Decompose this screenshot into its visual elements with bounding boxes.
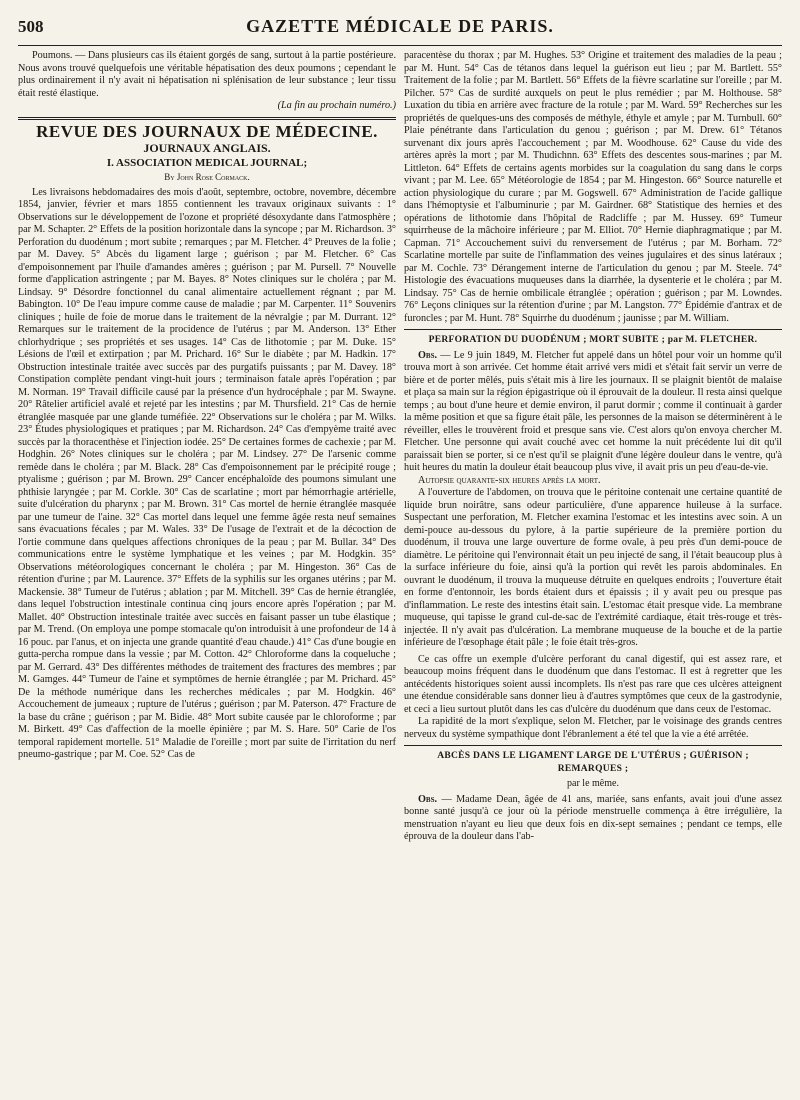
intro-paragraph: Poumons. — Dans plusieurs cas ils étaient gorgés de sang, surtout à la partie postérieure. Nous avons trouvé quelquefois une véritable hépatisation des deux poumons ; cependant le plus ordinairement il n'y avait ni hépatisation ni splénisation de leur substance ; leur tissu était resté élastique.	[18, 50, 396, 99]
subsection-title: JOURNAUX ANGLAIS.	[143, 141, 271, 155]
remarks-paragraph-1: Ce cas offre un exemple d'ulcère perforant du canal digestif, qui est assez rare, et beaucoup moins fréquent dans le duodénum que dans l'estomac. Il est à regretter que les antécédents historiques soient aussi incomplets. Ils n'est pas rare que ces ulcères atteignent une étendue considérable sans donner lieu à d'autres symptômes que ceux de la gastrodynie, et ceci a lieu surtout plutôt dans les cas d'ulcère du duodénum que dans ceux de l'estomac.	[404, 653, 782, 715]
autopsy-text: A l'ouverture de l'abdomen, on trouva que le péritoine contenait une certaine quantité de liquide brun noirâtre, sans odeur particulière, d'une apparence huileuse à la surface. Suspectant une perforation, M. Fletcher examina l'estomac et les intestins avec soin. A un demi-pouce au-dessous du pylore, à la partie supérieure de la première portion du duodénum, il trouva une large ouverture de forme ovale, à peu près d'un demi-pouce de diamètre. Le péritoine qui l'environnait était un peu injecté de sang, il l'était beaucoup plus à la surface inférieure du foie, ainsi qu'à la portion qui revêt les parois abdominales. En ouvrant le duodénum, il trouva la muqueuse détruite en quelques endroits ; l'ouverture était en forme d'entonnoir, les bords étaient durs et épaissis ; il y avait peu ou presque pas d'inflammation. Le reste des intestins était sain. L'estomac était presque vide. La membrane muqueuse, qui tapisse le grand cul-de-sac de l'extrémité cardiaque, était très-rouge et très-injectée. Il n'y avait pas d'ulcération. La membrane muqueuse de la bouche et de la partie inférieure de l'œsophage était pâle ; le foie était très-gros.	[404, 487, 782, 648]
case2-title: ABCÈS DANS LE LIGAMENT LARGE DE L'UTÉRUS ; GUÉRISON ; REMARQUES ;	[437, 751, 749, 774]
section-divider	[18, 117, 396, 120]
page-header	[18, 16, 782, 46]
case1-obs-label: Obs.	[418, 349, 438, 361]
autopsy-title: Autopsie quarante-six heures après la mort.	[418, 474, 601, 486]
case1-title: PERFORATION DU DUODÉNUM ; MORT SUBITE ; par M. FLETCHER.	[428, 335, 758, 345]
case2-observation	[404, 794, 782, 844]
article-title: I. ASSOCIATION MEDICAL JOURNAL;	[106, 156, 308, 169]
case2-obs-text: — Madame Dean, âgée de 41 ans, mariée, sans enfants, avait joui d'une assez bonne santé jusqu'à ce jour où la période menstruelle commença à être irrégulière, la menstruation n'ayant eu lieu que deux fois en dix-sept semaines ; pendant ce temps, elle éprouva de la douleur dans l'ab-	[404, 793, 782, 842]
journal-title: GAZETTE MÉDICALE DE PARIS.	[246, 16, 554, 36]
columns	[18, 50, 782, 844]
works-list-continued: paracentèse du thorax ; par M. Hughes. 53° Origine et traitement des maladies de la peau ; par M. Hunt. 54° Cas de tétanos dans lequel la guérison eut lieu ; par M. Bartlett. 55° Traitement de la folie ; par M. Bartlett. 56° Effets de la fièvre scarlatine sur l'oreille ; par M. Pilcher. 57° Cas de surdité auxquels on peut le plus remédier ; par M. Holthouse. 58° Luxation du tibia en arrière avec fracture de la rotule ; par M. Ward. 59° Recherches sur les propriétés de quelques-uns des composés de méthyle, éthyle et amyle ; par M. Turnbull. 60° Plaie pénétrante dans l'articulation du genou ; guérison ; par M. Drew. 61° Tétanos survenant dix jours après l'accouchement ; par M. Woodhouse. 62° Cause du vide des artères après la mort ; par M. Thudichnn. 63° Effets des descentes sous-marines ; par M. Littleton. 64° Effets de certains agents morbides sur la coagulation du sang dans le corps vivant ; par M. Lee. 65° Météorologie de 1854 ; par M. Hingeston. 66° Source naturelle et action physiologique du curare ; par M. Gogswell. 67° Administration de l'acide gallique dans l'hémoptysie et l'albuminurie ; par M. Gairdner. 68° Statistique des hernies et des opérations de lithotomie dans l'hôpital de Radcliffe ; par M. Hussey. 69° Tumeur squirrheuse de la mâchoire inférieure ; par M. Elliot. 70° Hernie diaphragmatique ; par M. Capman. 71° Accouchement suivi du renversement de l'utérus ; par M. Borham. 72° Scarlatine mortelle par suite de l'inflammation des veines jugulaires et des sinus latéraux ; par M. Cochle. 73° Dérangement interne de l'articulation du genou ; par M. Steele. 74° Histologie des évacuations muqueuses dans la diarrhée, la dysenterie et le choléra ; par M. Lindsay. 75° Cas de hernie ombilicale étranglée ; opération ; guérison ; par M. Lowndes. 76° Leçons cliniques sur la rétention d'urine ; par M. Langston. 77° Épidémie d'antrax et de furoncles ; par M. Hunt. 78° Squirrhe du duodénum ; jaunisse ; par M. William.	[404, 50, 782, 324]
left-column	[18, 50, 396, 844]
case1-observation	[404, 350, 782, 475]
continued-note: (La fin au prochain numéro.)	[277, 100, 396, 111]
right-column	[404, 50, 782, 844]
article-byline: By John Rose Cormack.	[164, 172, 250, 182]
case2-obs-label: Obs.	[418, 793, 438, 805]
case-divider	[404, 329, 782, 330]
remarks-paragraph-2: La rapidité de la mort s'explique, selon M. Fletcher, par le voisinage des grands centres nerveux du système sympathique dont l'ébranlement a été tel que la vie a été arrêtée.	[404, 716, 782, 740]
case1-obs-text: — Le 9 juin 1849, M. Fletcher fut appelé dans un hôtel pour voir un homme qu'il trouva mort à son arrivée. Cet homme était arrivé vers midi et s'était fait servir un verre de bière et de porter mêlés, puis s'était mis à lire les journaux. Il se plaignit bientôt de malaise et plaça sa main sur la région épigastrique où il éprouvait de la douleur. Il resta ainsi quelque temps ; au bout d'une heure et demie environ, il parut dormir ; comme il continuait à garder la même position et que sa figure était pâle, les personnes de la maison se déterminèrent à le réveiller, elles le trouvèrent froid et presque sans vie. C'est alors qu'on envoya chercher M. Fletcher. Une personne qui avait couché avec cet homme la nuit précédente lui dit qu'il paraissait bien se porter, si ce n'est qu'il se plaignit d'une légère douleur dans le ventre, qu'à huit heures du matin la douleur était beaucoup plus vive, il avait pris un peu d'eau-de-vie.	[404, 349, 782, 473]
case-divider-2	[404, 745, 782, 746]
works-list-paragraph: Les livraisons hebdomadaires des mois d'août, septembre, octobre, novembre, décembre 1854, janvier, février et mars 1855 contiennent les travaux originaux suivants : 1° Observations sur le développement de l'ozone et propriété désoxydante dans l'atmosphère ; par M. Schapter. 2° Effets de la position horizontale dans la syncope ; par M. Richardson. 3° Perforation du duodénum ; mort subite ; remarques ; par M. Fletcher. 4° Preuves de la folie ; par M. Davey. 5° Abcès du ligament large ; guérison ; par M. Fletcher. 6° Cas d'empoisonnement par l'huile d'amandes amères ; guérison ; par M. Pursell. 7° Nouvelle forme d'application astringente ; par M. Bayes. 8° Notes cliniques sur le choléra ; par M. Lindsay. 9° Désordre fonctionnel du canal alimentaire actuellement régnant ; par M. Babington. 10° De l'eau impure comme cause de maladie ; par M. Carpenter. 11° Souvenirs cliniques ; huile de foie de morue dans le traitement de la névralgie ; par M. Durrant. 12° Remarques sur le traitement de la procidence de l'utérus ; par M. Anderson. 13° Ether chlorhydrique ; ses propriétés et ses usages. 14° Cas de lithotomie ; par M. Duke. 15° Lésions de l'œil et extirpation ; par M. Prichard. 16° Sur le diabète ; par M. Hadkin. 17° Obstruction intestinale traitée avec succès par des purgatifs puissants ; par M. Davey. 18° Constipation complète pendant vingt-huit jours ; terminaison fatale après l'opération ; par M. Norman. 19° Travail difficile causé par la présence d'un hydrocéphale ; par M. Swayne. 20° Râtelier artificiel avalé et rejeté par les intestins ; par M. Thursfield. 21° Cas de hernie étranglée masquée par une glande tuméfiée. 22° Observations sur le choléra ; par M. Wilks. 23° Études physiologiques et pratiques ; par M. Richardson. 24° Cas d'empyème traité avec succès par la thoracenthèse et l'injection iodée. 25° De certaines formes de cachexie ; par M. Hodghin. 26° Notes cliniques sur le choléra ; par M. Lindsey. 27° De l'arsenic comme remède dans le choléra ; par M. Black. 28° Cas d'empoisonnement par le précipité rouge ; ptyalisme ; guérison ; par M. Brown. 29° Cancer encéphaloïde des poumons simulant une phthisie laryngée ; par M. Corkle. 30° Cas de scarlatine ; mort par hémorrhagie artérielle, suite d'ulcération du pharynx ; par M. Brown. 31° Cas mortel de hernie étranglée masquée par une tumeur de l'aine. 32° Cas mortel dans lequel une femme âgée resta neuf semaines sans évacuations fécales ; par M. Wales. 33° De l'usage de l'extrait et de la décoction de l'ortie commune dans quelques affections chroniques de la peau ; par M. Bullar. 34° Des communications entre le système lymphatique et les veines ; par M. Hodgkin. 35° Observations météorologiques concernant le choléra ; par M. Hingeston. 36° Cas de rétention d'urine ; par M. Laurence. 37° Effets de la syphilis sur les organes utérins ; par M. Mackensie. 38° Tumeur de l'utérus ; ablation ; par M. Mitchell. 39° Cas de hernie étranglée, dans lequel l'obstruction intestinale continua cinq jours encore après l'opération ; par M. Mallet. 40° Obstruction intestinale traitée avec succès en faisant passer un tube élastique ; par M. Trend. (On employa une pompe stomacale qu'on introduisit à une profondeur de 14 à 16 pouc. par l'anus, et on injecta une grande quantité d'eau chaude.) 41° Cas d'une bougie en gutta-percha rompue dans la vessie ; par M. Cotton. 42° Chloroforme dans la coqueluche ; par M. Gerrard. 43° Des différentes méthodes de traitement des fractures des membres ; par M. Gamges. 44° Tumeur de l'aine et symptômes de hernie étranglée ; par M. Prichard. 45° De la méthode numérique dans les recherches médicales ; par M. Hodgkin. 46° Accouchement de jumeaux ; rupture de l'utérus ; guérison ; par M. Paterson. 47° Fracture de la base du crâne ; guérison ; par M. Bidie. 48° Mort subite causée par le chloroforme ; par M. Birkett. 49° Cas d'affection de la moelle épinière ; par M. S. Hare. 50° Carie de l'os temporal rapidement mortelle. 51° Maladie de l'oreille ; mort par suite de l'irritation du nerf pneumo-gastrique ; par M. Coe. 52° Cas de	[18, 186, 396, 760]
case2-subtitle: par le même.	[567, 778, 619, 789]
page-number: 508	[18, 17, 44, 36]
section-title: REVUE DES JOURNAUX DE MÉDECINE.	[36, 121, 378, 141]
